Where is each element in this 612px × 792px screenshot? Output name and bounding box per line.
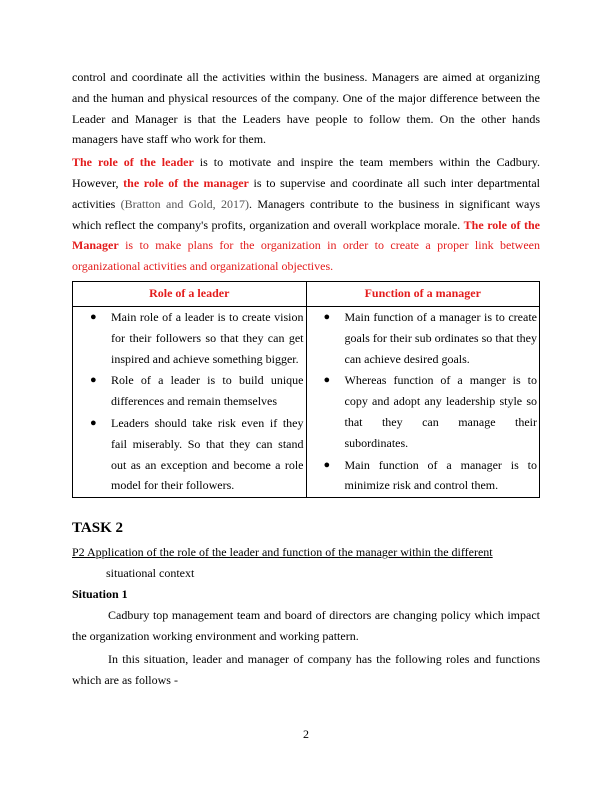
task-heading: TASK 2 — [72, 520, 123, 537]
list-item: ● Whereas function of a manger is to copy and adopt any leadership style so that they can manage their subordinates. — [307, 370, 540, 453]
p2-heading-line-1: P2 Application of the role of the leader and function of the manager within the different — [72, 545, 493, 560]
bullet-icon: ● — [323, 374, 331, 387]
bullet-icon: ● — [90, 374, 97, 387]
list-item: ● Main role of a leader is to create vision for their followers so that they can get inspired and achieve something bigger. — [73, 307, 306, 369]
manager-list — [307, 307, 540, 496]
list-item: ● Role of a leader is to build unique differences and remain themselves — [73, 370, 306, 412]
page-number: 2 — [303, 727, 309, 741]
bullet-icon: ● — [323, 310, 331, 323]
manager-column — [306, 306, 540, 497]
leader-column — [73, 306, 307, 497]
leader-list — [73, 307, 306, 496]
bullet-icon: ● — [90, 416, 97, 429]
manager-role-phrase-2: The role of the Manager — [72, 217, 540, 253]
manager-column-header: Function of a manager — [306, 281, 540, 306]
roles-paragraph — [72, 152, 540, 277]
roles-text-1: is to motivate and inspire the team members within the Cadbury. However, — [72, 155, 540, 190]
list-item: ● Main function of a manager is to create goals for their sub ordinates so that they can achieve desired goals. — [307, 307, 540, 369]
situation-paragraph-1: Cadbury top management team and board of directors are changing policy which impact the organization working environment and working pattern. — [72, 608, 540, 643]
bullet-icon: ● — [90, 310, 97, 323]
document-page — [72, 67, 540, 690]
roles-text-4: is to make plans for the organization in order to create a proper link between organizational activities and organizational objectives. — [72, 238, 540, 274]
list-item: ● Leaders should take risk even if they fail miserably. So that they can stand out as an exception and become a role model for their followers. — [73, 413, 306, 496]
leader-role-phrase: The role of the leader — [72, 155, 194, 170]
situation-paragraph-2: In this situation, leader and manager of company has the following roles and functions which are as follows - — [72, 651, 540, 687]
p2-heading-line-2: situational context — [106, 566, 195, 581]
intro-paragraph: control and coordinate all the activities within the business. Managers are aimed at organizing and the human and physical resources of the company. One of the major difference between the Leader and Manager is that the Leaders have people to follow them. On the other hands managers have staff who work for them. — [72, 70, 540, 147]
roles-text-2: is to supervise and coordinate all such inter departmental activities — [72, 175, 540, 211]
p2-heading — [72, 542, 540, 584]
roles-text-3: . Managers contribute to the business in significant ways which reflect the company's profits, organization and overall workplace morale. — [72, 196, 541, 232]
situation-heading: Situation 1 — [72, 587, 128, 602]
bullet-icon: ● — [323, 458, 331, 471]
leader-column-header: Role of a leader — [73, 281, 307, 306]
roles-table — [72, 281, 540, 498]
citation: (Bratton and Gold, 2017) — [120, 196, 250, 211]
list-item: ● Main function of a manager is to minimize risk and control them. — [307, 455, 540, 497]
manager-role-phrase: the role of the manager — [123, 175, 249, 190]
